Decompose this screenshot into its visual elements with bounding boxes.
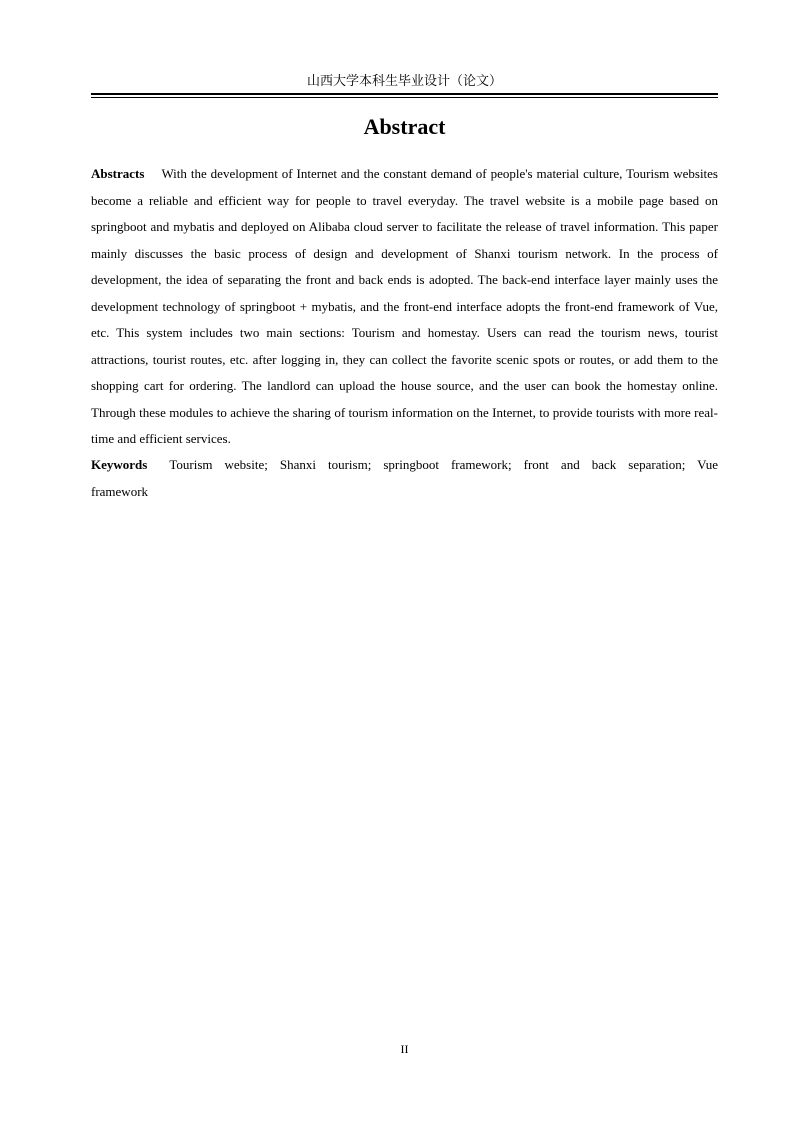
page-title: Abstract bbox=[363, 114, 446, 139]
abstract-label: Abstracts bbox=[91, 166, 145, 181]
abstract-text: With the development of Internet and the constant demand of people's material culture, Tourism websites become a reliable and efficient way for people to travel everyday. The travel website is a mobile page based on springboot and mybatis and deployed on Alibaba cloud server to facilitate the release of travel information. This paper mainly discusses the basic process of design and development of Shanxi tourism network. In the process of development, the idea of separating the front and back ends is adopted. The back-end interface layer mainly uses the development technology of springboot + mybatis, and the front-end interface adopts the front-end framework of Vue, etc. This system includes two main sections: Tourism and homestay. Users can read the tourism news, tourist attractions, tourist routes, etc. after logging in, they can collect the favorite scenic spots or routes, or add them to the shopping cart for ordering. The landlord can upload the house source, and the user can book the homestay online. Through these modules to achieve the sharing of tourism information on the Internet, to provide tourists with more real-time and efficient services. bbox=[91, 166, 718, 446]
keywords-label: Keywords bbox=[91, 457, 148, 472]
page-number: II bbox=[400, 1042, 409, 1056]
abstract-paragraph bbox=[91, 161, 718, 453]
running-header: 山西大学本科生毕业设计（论文） bbox=[306, 74, 502, 89]
keywords-text: Tourism website; Shanxi tourism; springboot framework; front and back separation; Vue framework bbox=[91, 457, 718, 499]
header-rule-thick bbox=[91, 93, 718, 95]
header-rule-thin bbox=[91, 97, 718, 98]
keywords-paragraph bbox=[91, 452, 718, 505]
